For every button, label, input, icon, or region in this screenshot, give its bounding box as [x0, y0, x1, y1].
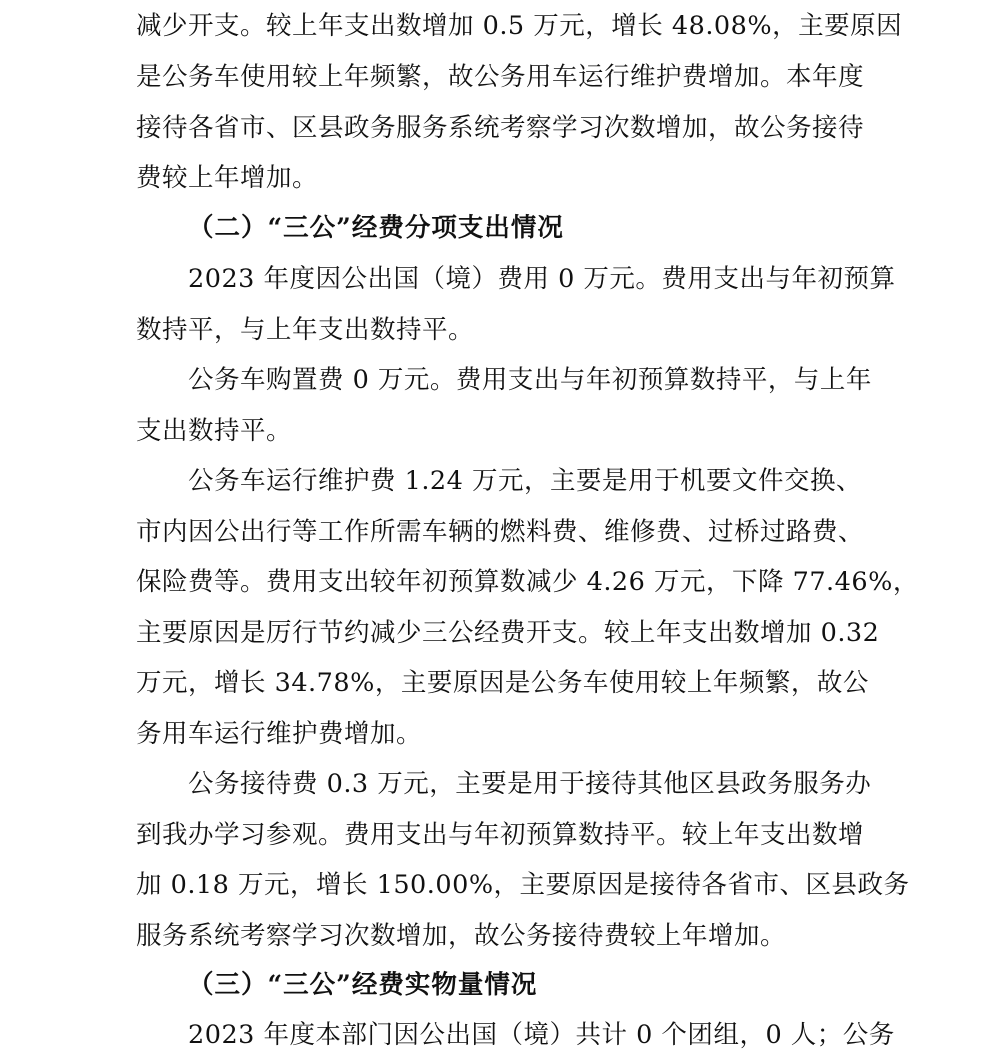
paragraph-line: 公务车购置费 0 万元。费用支出与年初预算数持平，与上年: [188, 365, 872, 395]
paragraph-line: 2023 年度因公出国（境）费用 0 万元。费用支出与年初预算: [188, 264, 896, 294]
section-heading: （三）“三公”经费实物量情况: [188, 970, 538, 1000]
paragraph-line: 接待各省市、区县政务服务系统考察学习次数增加，故公务接待: [136, 113, 865, 143]
paragraph-line: 市内因公出行等工作所需车辆的燃料费、维修费、过桥过路费、: [136, 517, 865, 547]
paragraph-line: 保险费等。费用支出较年初预算数减少 4.26 万元，下降 77.46%，: [136, 567, 919, 597]
paragraph-line: 万元，增长 34.78%，主要原因是公务车使用较上年频繁，故公: [136, 668, 869, 698]
paragraph-line: 数持平，与上年支出数持平。: [136, 315, 475, 345]
paragraph-line: 费较上年增加。: [136, 163, 319, 193]
paragraph-line: 到我办学习参观。费用支出与年初预算数持平。较上年支出数增: [136, 820, 865, 850]
paragraph-line: 主要原因是厉行节约减少三公经费开支。较上年支出数增加 0.32: [136, 618, 880, 648]
paragraph-line: 服务系统考察学习次数增加，故公务接待费较上年增加。: [136, 921, 787, 951]
paragraph-line: 公务接待费 0.3 万元，主要是用于接待其他区县政务服务办: [188, 769, 872, 799]
section-heading: （二）“三公”经费分项支出情况: [188, 213, 564, 243]
paragraph-line: 务用车运行维护费增加。: [136, 719, 423, 749]
paragraph-line: 加 0.18 万元，增长 150.00%，主要原因是接待各省市、区县政务: [136, 870, 910, 900]
paragraph-line: 减少开支。较上年支出数增加 0.5 万元，增长 48.08%，主要原因: [136, 11, 903, 41]
paragraph-line: 2023 年度本部门因公出国（境）共计 0 个团组，0 人；公务: [188, 1020, 895, 1050]
paragraph-line: 是公务车使用较上年频繁，故公务用车运行维护费增加。本年度: [136, 62, 865, 92]
paragraph-line: 支出数持平。: [136, 416, 293, 446]
paragraph-line: 公务车运行维护费 1.24 万元，主要是用于机要文件交换、: [188, 466, 862, 496]
